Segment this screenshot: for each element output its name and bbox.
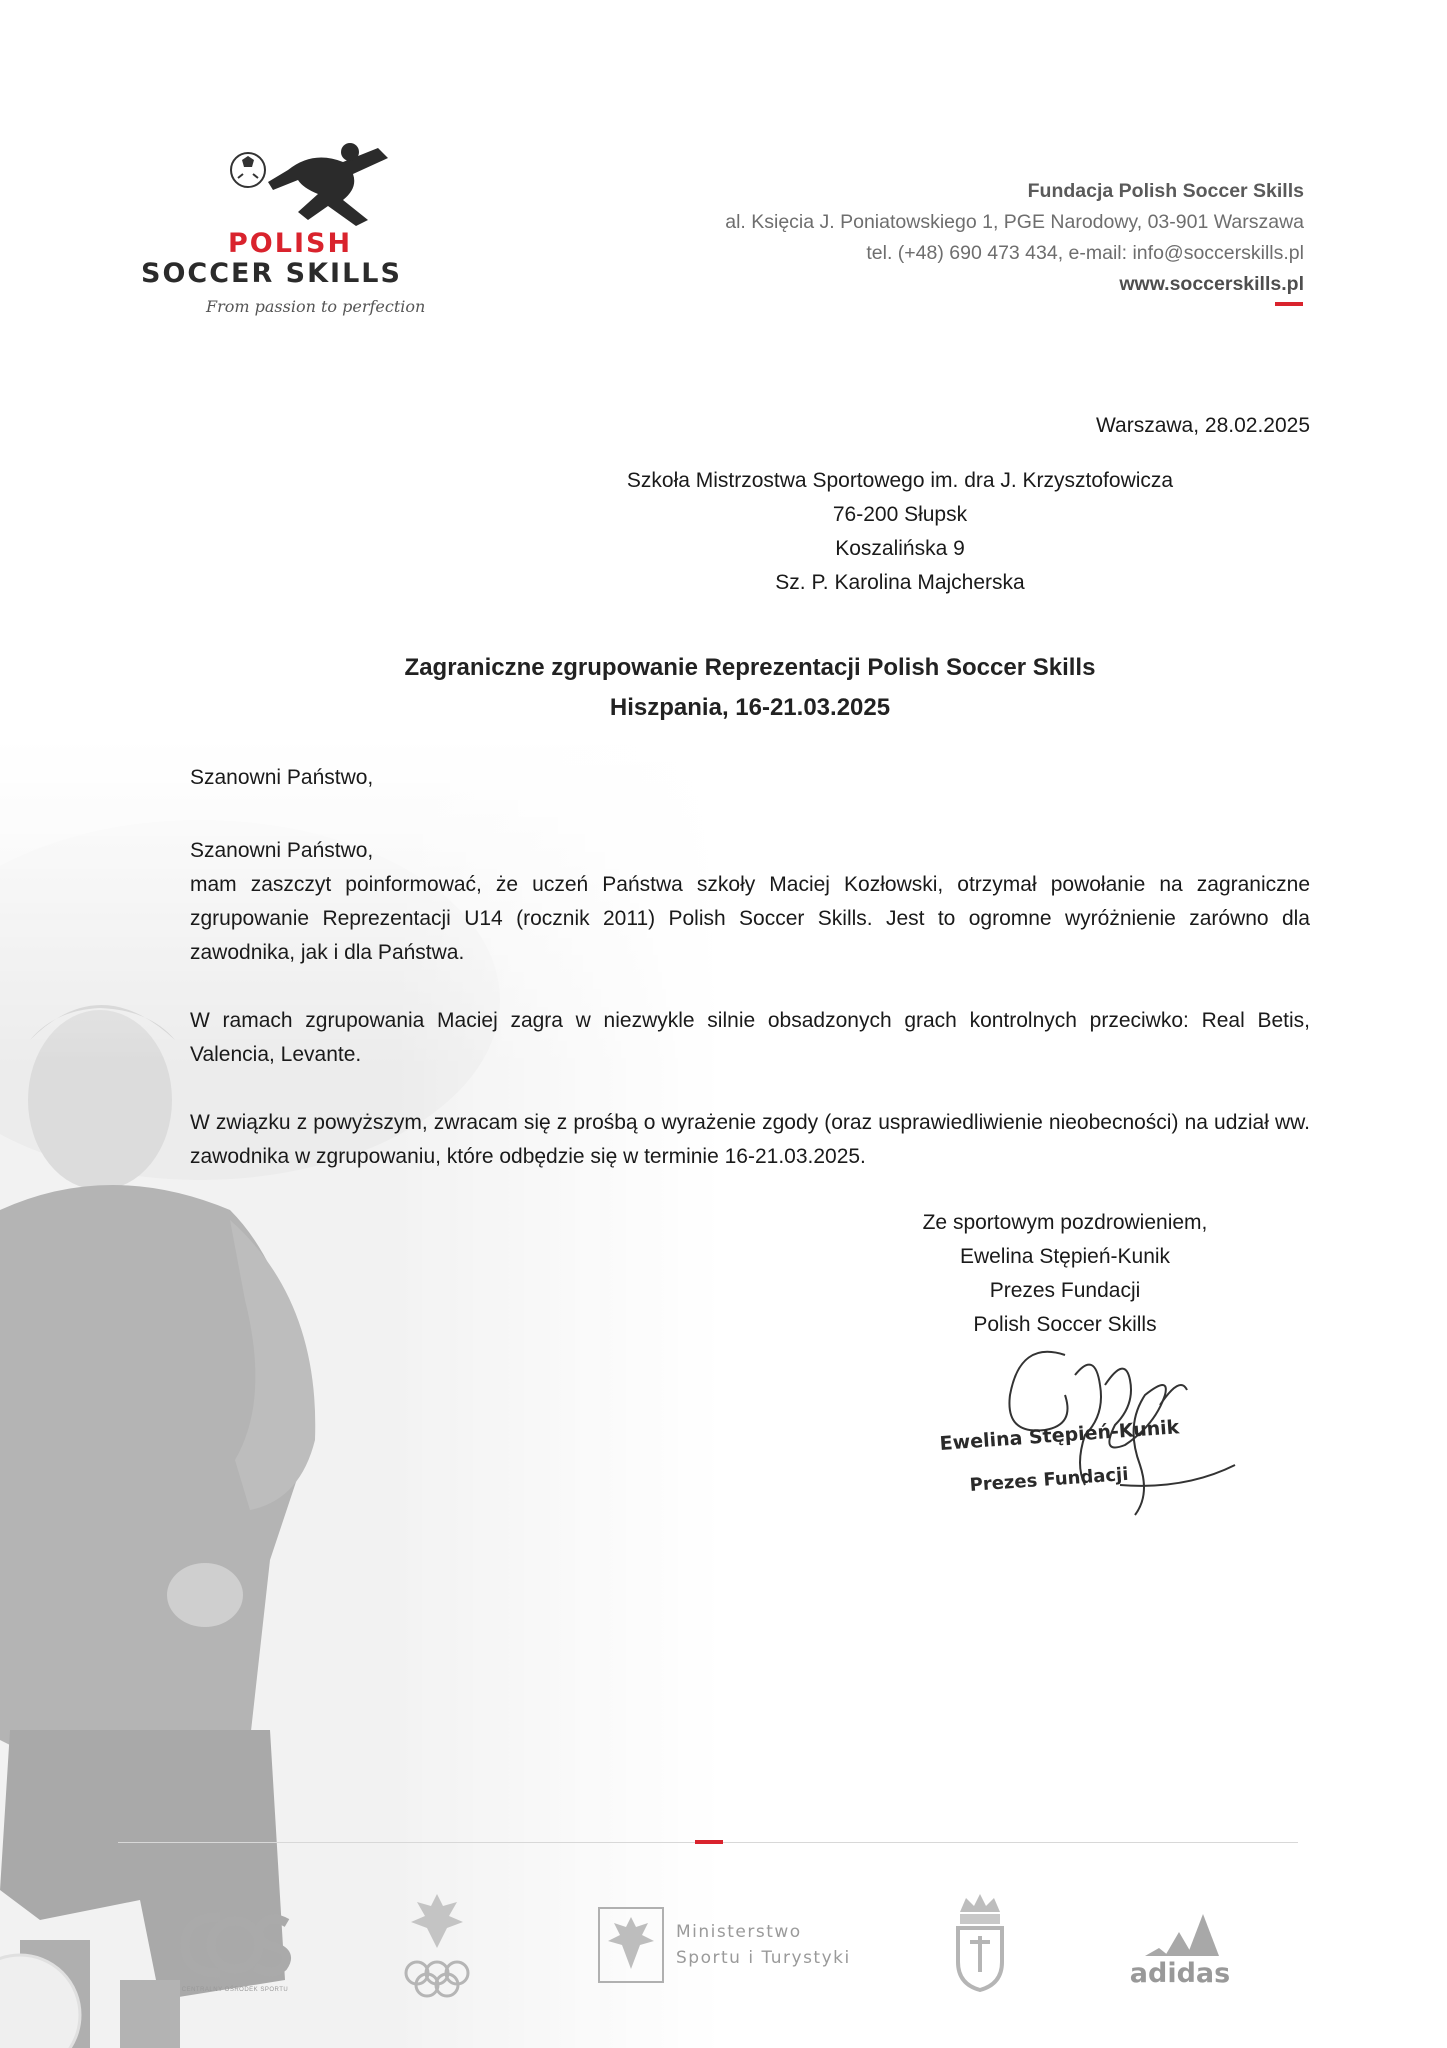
polish-soccer-skills-logo [138, 140, 478, 320]
title-line: Zagraniczne zgrupowanie Reprezentacji Polish Soccer Skills [404, 654, 1096, 681]
cos-logo [175, 1905, 295, 2005]
rfef-crest-icon [950, 1892, 1010, 1992]
closing-line: Ewelina Stępień-Kunik [959, 1245, 1171, 1268]
paragraph-text: mam zaszczyt poinformować, że uczeń Państwa szkoły Maciej Kozłowski, otrzymał powołanie na zagraniczne zgrupowanie Reprezentacji U14 (rocznik 2011) Polish Soccer Skills. Jest to ogromne wyróżnienie zarówno dla zawodnika, jak i dla Państwa. [190, 873, 1310, 964]
footer-accent-line [695, 1840, 723, 1844]
recipient-line: Szkoła Mistrzostwa Sportowego im. dra J. Krzysztofowicza [626, 469, 1174, 492]
closing-line: Ze sportowym pozdrowieniem, [922, 1211, 1208, 1234]
title-line: Hiszpania, 16-21.03.2025 [609, 694, 891, 721]
adidas-wordmark: adidas [1129, 1958, 1231, 1989]
polish-olympic-committee-logo [395, 1888, 480, 2003]
cos-label: CENTRALNY OŚRODEK SPORTU [181, 1987, 289, 1993]
recipient-line: Koszalińska 9 [835, 537, 965, 560]
soccer-player-silhouette-icon [138, 140, 478, 230]
logo-word-soccer-skills: SOCCER SKILLS [141, 258, 402, 289]
cos-emblem-icon [175, 1905, 295, 1985]
ministry-line: Sportu i Turystyki [676, 1948, 851, 1968]
letter-title [190, 648, 1310, 728]
closing-line: Polish Soccer Skills [973, 1313, 1157, 1336]
organization-name: Fundacja Polish Soccer Skills [1027, 180, 1304, 202]
adidas-logo [1125, 1908, 1235, 1988]
recipient-line: 76-200 Słupsk [832, 503, 968, 526]
signature-stamp-name: Ewelina Stępień-Kunik [939, 1416, 1181, 1455]
rfef-logo [950, 1892, 1010, 1992]
header-accent-line [1275, 302, 1303, 306]
organization-contact-block [725, 176, 1304, 300]
recipient-address [580, 464, 1220, 600]
polish-eagle-emblem-icon [598, 1907, 664, 1983]
letter-body [190, 834, 1310, 1208]
olympic-eagle-icon [395, 1888, 480, 2003]
recipient-line: Sz. P. Karolina Majcherska [775, 571, 1025, 594]
ministry-name [676, 1919, 851, 1971]
letter-date: Warszawa, 28.02.2025 [1095, 414, 1310, 437]
organization-website[interactable]: www.soccerskills.pl [1119, 273, 1304, 295]
paragraph-salutation: Szanowni Państwo, [190, 839, 374, 862]
logo-tagline: From passion to perfection [206, 297, 426, 316]
greeting: Szanowni Państwo, [190, 766, 374, 789]
closing-line: Prezes Fundacji [989, 1279, 1141, 1302]
body-paragraph [190, 834, 1310, 970]
letter-closing [885, 1206, 1245, 1342]
logo-word-polish: POLISH [228, 228, 353, 259]
adidas-stripes-icon [1125, 1908, 1235, 1958]
organization-contact: tel. (+48) 690 473 434, e-mail: info@soccerskills.pl [866, 242, 1304, 264]
signature-stamp-role: Prezes Fundacji [969, 1463, 1130, 1496]
body-paragraph: W ramach zgrupowania Maciej zagra w niezwykle silnie obsadzonych grach kontrolnych przeciwko: Real Betis, Valencia, Levante. [190, 1009, 1310, 1066]
body-paragraph: W związku z powyższym, zwracam się z prośbą o wyrażenie zgody (oraz usprawiedliwienie nieobecności) na udział ww. zawodnika w zgrupowaniu, które odbędzie się w terminie 16-21.03.2025. [190, 1111, 1310, 1168]
ministry-of-sport-logo [598, 1907, 858, 1987]
signature [925, 1335, 1245, 1525]
ministry-line: Ministerstwo [676, 1922, 802, 1942]
organization-address: al. Księcia J. Poniatowskiego 1, PGE Narodowy, 03-901 Warszawa [725, 211, 1304, 233]
